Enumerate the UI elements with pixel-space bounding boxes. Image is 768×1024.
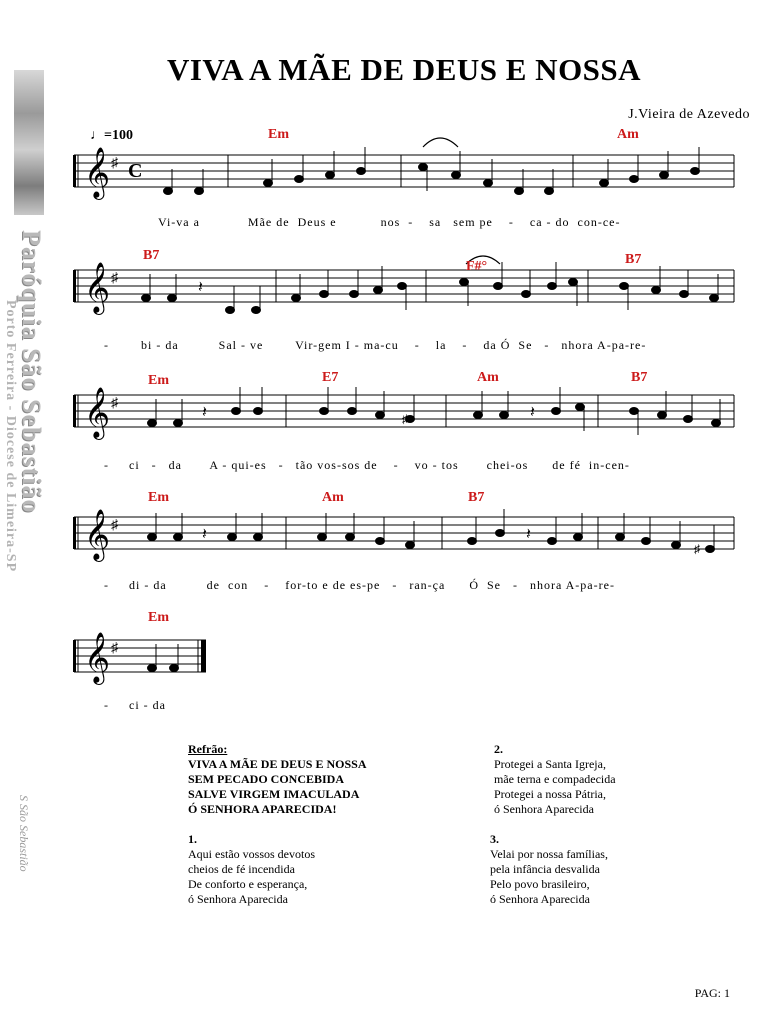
refrain-line: SALVE VIRGEM IMACULADA — [188, 787, 360, 801]
page-number: PAG: 1 — [694, 986, 730, 1000]
lyric-line-3: - ci - da A - qui-es - tão vos-sos de - vo - tos chei-os de fé in-cen- — [104, 458, 630, 472]
svg-text:𝄞: 𝄞 — [84, 147, 111, 198]
refrain-line: VIVA A MÃE DE DEUS E NOSSA — [188, 757, 367, 771]
svg-text:♯: ♯ — [694, 542, 700, 556]
chord-label: Em — [268, 127, 289, 142]
verse-number: 3. — [490, 832, 499, 846]
staff-system-4 — [68, 497, 748, 587]
parish-logo: S São Sebastião — [17, 795, 31, 872]
chord-label: Am — [617, 127, 639, 142]
svg-text:𝄽: 𝄽 — [202, 526, 207, 543]
verse-line: Velai por nossa famílias, — [490, 847, 608, 861]
svg-text:𝄽: 𝄽 — [530, 404, 535, 421]
verse-line: ó Senhora Aparecida — [188, 892, 288, 906]
refrain-heading: Refrão: — [188, 742, 228, 756]
verse-line: cheios de fé incendida — [188, 862, 295, 876]
lyric-line-2: - bi - da Sal - ve Vir-gem I - ma-cu - la - da Ó Se - nhora A-pa-re- — [104, 338, 647, 352]
svg-text:𝄽: 𝄽 — [526, 526, 531, 543]
svg-text:𝄞: 𝄞 — [84, 632, 111, 683]
verse-line: ó Senhora Aparecida — [490, 892, 590, 906]
svg-text:♯: ♯ — [111, 396, 118, 411]
sidebar-parish-name: Paróquia São Sebastião — [17, 230, 46, 514]
verse-line: Protegei a nossa Pátria, — [494, 787, 606, 801]
verse-3 — [490, 832, 608, 907]
chord-label: B7 — [631, 370, 648, 385]
verse-line: ó Senhora Aparecida — [494, 802, 594, 816]
refrain-line: SEM PECADO CONCEBIDA — [188, 772, 345, 786]
verse-number: 1. — [188, 832, 197, 846]
lyric-line-4: - di - da de con - for-to e de es-pe - ran-ça Ó Se - nhora A-pa-re- — [104, 578, 615, 592]
verse-line: pela infância desvalida — [490, 862, 600, 876]
svg-text:𝄞: 𝄞 — [84, 509, 111, 560]
staff-system-2 — [68, 250, 748, 340]
chord-label: Em — [148, 490, 169, 505]
chord-label: Em — [148, 373, 169, 388]
tempo-marking: ♩=100 — [90, 128, 133, 143]
svg-text:𝄞: 𝄞 — [84, 387, 111, 438]
svg-text:𝄞: 𝄞 — [84, 262, 111, 313]
chord-label: Em — [148, 610, 169, 625]
refrain-block — [188, 742, 367, 817]
lyric-line-5: - ci - da — [104, 698, 166, 712]
svg-text:𝄽: 𝄽 — [202, 404, 207, 421]
sidebar — [0, 0, 52, 1024]
chord-label: F#° — [466, 259, 488, 274]
svg-text:♯: ♯ — [111, 641, 118, 656]
verse-2 — [494, 742, 616, 817]
verse-line: Protegei a Santa Igreja, — [494, 757, 606, 771]
song-title: VIVA A MÃE DE DEUS E NOSSA — [166, 52, 642, 87]
staff-system-1 — [68, 125, 748, 215]
chord-label: B7 — [468, 490, 485, 505]
verse-line: De conforto e esperança, — [188, 877, 308, 891]
verse-1 — [188, 832, 315, 907]
svg-text:♯: ♯ — [111, 156, 118, 171]
svg-text:♯: ♯ — [111, 271, 118, 286]
svg-text:𝄽: 𝄽 — [198, 279, 203, 296]
chord-label: E7 — [322, 370, 339, 385]
verse-line: mãe terna e compadecida — [494, 772, 616, 786]
sidebar-photo-strip — [14, 70, 44, 215]
svg-text:♯: ♯ — [111, 518, 118, 533]
refrain-line: Ó SENHORA APARECIDA! — [188, 802, 337, 816]
sidebar-diocese: Porto Ferreira - Diocese de Limeira-SP — [3, 300, 18, 573]
staff-system-5 — [68, 620, 288, 690]
chord-label: Am — [477, 370, 499, 385]
chord-label: B7 — [143, 248, 160, 263]
staff-system-3 — [68, 375, 748, 465]
chord-label: Am — [322, 490, 344, 505]
verse-number: 2. — [494, 742, 503, 756]
verse-line: Pelo povo brasileiro, — [490, 877, 590, 891]
verse-line: Aqui estão vossos devotos — [188, 847, 315, 861]
lyric-line-1: Vi-va a Mãe de Deus e nos - sa sem pe - ca - do con-ce- — [158, 215, 621, 229]
svg-text:C: C — [128, 160, 143, 182]
svg-text:♯: ♯ — [402, 412, 408, 426]
chord-label: B7 — [625, 252, 642, 267]
composer: J.Vieira de Azevedo — [628, 107, 750, 122]
